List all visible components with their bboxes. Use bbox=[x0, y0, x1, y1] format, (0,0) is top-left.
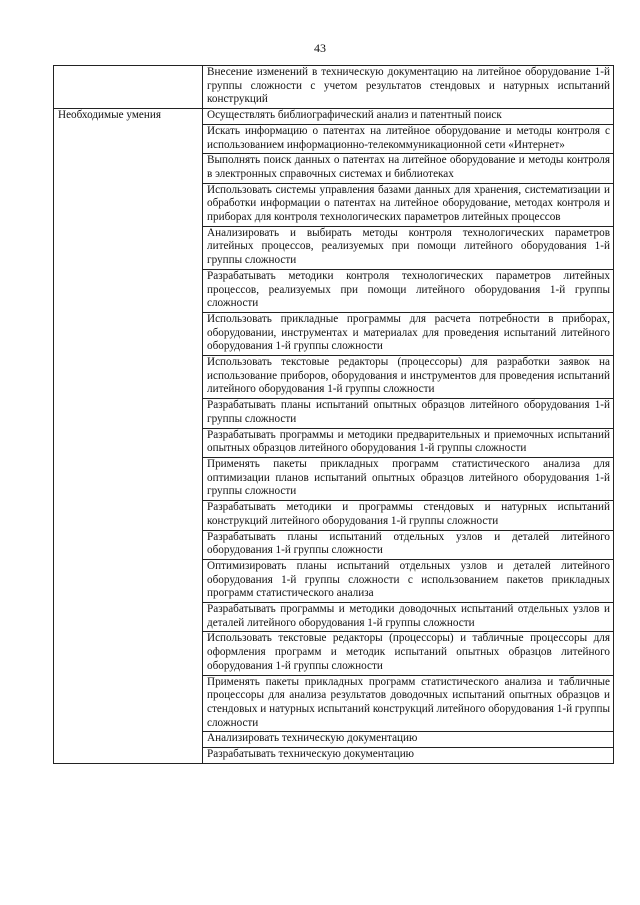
skill-cell: Разрабатывать методики контроля технологических параметров литейных процессов, реализуемых при помощи литейного оборудования 1-й группы сложности bbox=[203, 269, 614, 312]
skill-cell: Выполнять поиск данных о патентах на литейное оборудование и методы контроля в электронных справочных системах и библиотеках bbox=[203, 154, 614, 183]
skill-cell: Разрабатывать программы и методики доводочных испытаний отдельных узлов и деталей литейного оборудования 1-й группы сложности bbox=[203, 603, 614, 632]
skill-cell: Анализировать техническую документацию bbox=[203, 732, 614, 748]
skill-cell: Разрабатывать методики и программы стендовых и натурных испытаний конструкций литейного оборудования 1-й группы сложности bbox=[203, 501, 614, 530]
skill-cell: Осуществлять библиографический анализ и патентный поиск bbox=[203, 109, 614, 125]
skill-cell: Применять пакеты прикладных программ статистического анализа для оптимизации планов испытаний опытных образцов литейного оборудования 1-й группы сложности bbox=[203, 457, 614, 500]
skills-table-body bbox=[54, 66, 614, 764]
skill-cell: Использовать прикладные программы для расчета потребности в приборах, оборудовании, инструментах и материалах для проведения испытаний литейного оборудования 1-й группы сложности bbox=[203, 312, 614, 355]
table-row bbox=[54, 66, 614, 109]
skill-cell: Разрабатывать планы испытаний опытных образцов литейного оборудования 1-й группы сложности bbox=[203, 399, 614, 428]
skill-cell: Разрабатывать планы испытаний отдельных узлов и деталей литейного оборудования 1-й группы сложности bbox=[203, 530, 614, 559]
skill-cell: Разрабатывать техническую документацию bbox=[203, 748, 614, 764]
skill-cell: Использовать текстовые редакторы (процессоры) для разработки заявок на использование приборов, оборудования и инструментов для проведения испытаний литейного оборудования 1-й группы сложности bbox=[203, 356, 614, 399]
table-cell: Внесение изменений в техническую документацию на литейное оборудование 1-й группы сложности с учетом результатов стендовых и натурных испытаний конструкций bbox=[203, 66, 614, 109]
skills-table bbox=[53, 65, 614, 764]
skill-cell: Искать информацию о патентах на литейное оборудование и методы контроля с использованием информационно-телекоммуникационной сети «Интернет» bbox=[203, 124, 614, 153]
skill-cell: Разрабатывать программы и методики предварительных и приемочных испытаний опытных образцов литейного оборудования 1-й группы сложности bbox=[203, 428, 614, 457]
page-number: 43 bbox=[314, 41, 326, 55]
empty-label-cell bbox=[54, 66, 203, 109]
skill-cell: Оптимизировать планы испытаний отдельных узлов и деталей литейного оборудования 1-й группы сложности с использованием пакетов прикладных программ статистического анализа bbox=[203, 559, 614, 602]
skill-cell: Анализировать и выбирать методы контроля технологических параметров литейных процессов, реализуемых при помощи литейного оборудования 1-й группы сложности bbox=[203, 226, 614, 269]
skill-cell: Применять пакеты прикладных программ статистического анализа и табличные процессоры для анализа результатов доводочных испытаний опытных образцов и стендовых и натурных испытаний конструкций литейного оборудования 1-й группы сложности bbox=[203, 675, 614, 732]
section-label: Необходимые умения bbox=[54, 109, 203, 764]
skill-cell: Использовать текстовые редакторы (процессоры) и табличные процессоры для оформления программ и методик испытаний опытных образцов литейного оборудования 1-й группы сложности bbox=[203, 632, 614, 675]
skill-cell: Использовать системы управления базами данных для хранения, систематизации и обработки информации о патентах на литейное оборудование, методах контроля и приборах для контроля технологических параметров литейных процессов bbox=[203, 183, 614, 226]
table-row bbox=[54, 109, 614, 125]
